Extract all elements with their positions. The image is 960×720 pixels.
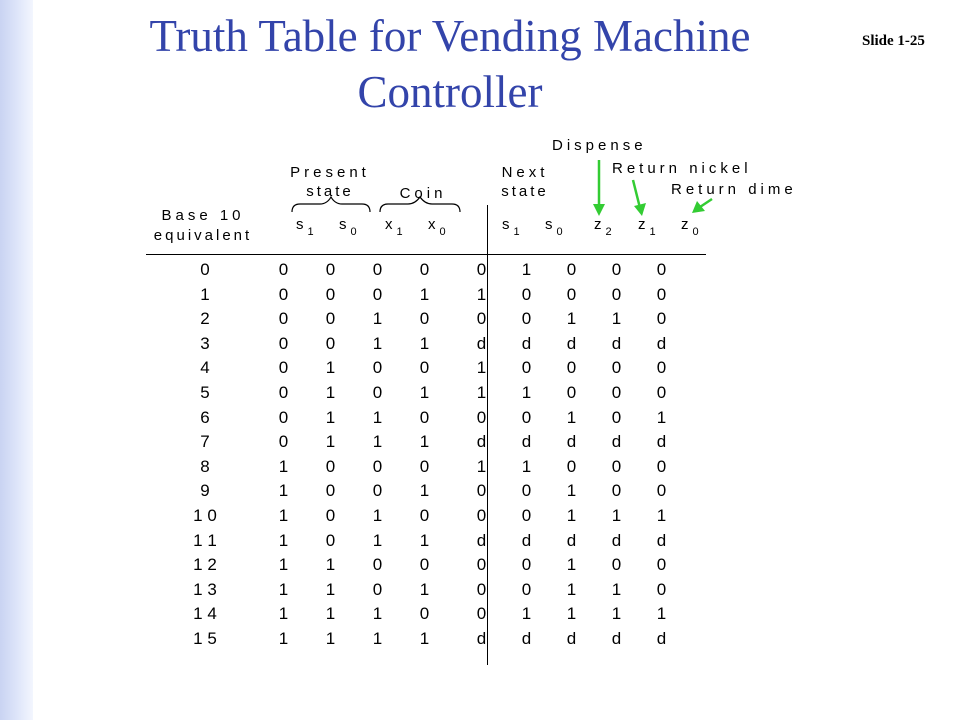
cell-base10: 1 3	[193, 579, 217, 599]
cell-ns1: 0	[476, 260, 487, 279]
cell-z0: 0	[656, 358, 667, 378]
cell-base10: 6	[200, 407, 210, 427]
cell-ns0: 0	[521, 284, 532, 304]
cell-ns0: 1	[521, 260, 532, 279]
cell-s0: 1	[325, 382, 336, 402]
cell-spacer	[448, 504, 459, 529]
cell-s0: 1	[325, 358, 336, 378]
cell-z0: 1	[656, 505, 667, 525]
table-row	[150, 553, 684, 578]
cell-x1: 1	[372, 432, 383, 452]
cell-ns1: 0	[476, 555, 487, 575]
cell-base10: 2	[200, 309, 210, 329]
cell-ns1: 0	[476, 604, 487, 624]
cell-ns1: 1	[476, 284, 487, 304]
cell-z2: d	[566, 628, 577, 648]
cell-ns0: 0	[521, 481, 532, 501]
cell-base10: 1 1	[193, 530, 217, 550]
cell-z0: 0	[656, 555, 667, 575]
cell-ns0: 0	[521, 407, 532, 427]
cell-s1: 0	[278, 333, 289, 353]
cell-ns1: d	[476, 628, 487, 648]
var-s0: s $_0$	[339, 216, 357, 238]
cell-x1: 1	[372, 407, 383, 427]
cell-x1: 0	[372, 382, 383, 402]
cell-x1: 0	[372, 284, 383, 304]
cell-z0: 1	[656, 604, 667, 624]
cell-x1: 0	[372, 358, 383, 378]
cell-z1: d	[611, 432, 622, 452]
cell-s1: 0	[278, 382, 289, 402]
var-next-s0: s $_0$	[545, 216, 563, 238]
cell-ns0: 0	[521, 358, 532, 378]
cell-x1: 1	[372, 333, 383, 353]
cell-ns1: 0	[476, 481, 487, 501]
return-dime-label: Return dime	[671, 181, 797, 198]
var-z0: z $_0$	[681, 216, 699, 238]
cell-z2: 0	[566, 382, 577, 402]
cell-x0: 0	[419, 358, 430, 378]
cell-z1: d	[611, 628, 622, 648]
cell-z2: 1	[566, 481, 577, 501]
cell-base10: 1 2	[193, 555, 217, 575]
base10-label-line1: Base 10	[161, 207, 245, 224]
cell-ns1: 1	[476, 358, 487, 378]
cell-z0: d	[656, 530, 667, 550]
cell-s1: 0	[278, 407, 289, 427]
return-nickel-arrow	[633, 180, 640, 208]
return-dime-arrowhead	[692, 201, 705, 213]
cell-x0: 1	[419, 530, 430, 550]
cell-z0: 0	[656, 456, 667, 476]
cell-z1: 1	[611, 604, 622, 624]
table-row	[150, 307, 684, 332]
cell-s0: 0	[325, 530, 336, 550]
cell-z2: 1	[566, 604, 577, 624]
cell-ns0: 1	[521, 604, 532, 624]
var-s1: s $_1$	[296, 216, 314, 238]
cell-z1: 0	[611, 284, 622, 304]
cell-base10: 1 0	[193, 505, 217, 525]
table-row	[150, 356, 684, 381]
return-nickel-label: Return nickel	[612, 160, 752, 177]
table-row	[150, 455, 684, 480]
cell-x1: 1	[372, 628, 383, 648]
cell-z0: 0	[656, 382, 667, 402]
table-row	[150, 479, 684, 504]
var-x1: x $_1$	[385, 216, 403, 238]
cell-ns0: 0	[521, 309, 532, 329]
cell-base10: 1	[200, 284, 210, 304]
cell-ns1: d	[476, 333, 487, 353]
var-z2: z $_2$	[594, 216, 612, 238]
cell-x1: 0	[372, 481, 383, 501]
cell-spacer	[448, 627, 459, 652]
cell-z2: 0	[566, 358, 577, 378]
cell-spacer	[448, 406, 459, 431]
cell-s0: 0	[325, 309, 336, 329]
cell-z1: 1	[611, 505, 622, 525]
cell-z1: 0	[611, 382, 622, 402]
cell-x0: 0	[419, 555, 430, 575]
next-state-label-line2: state	[501, 183, 549, 200]
table-row	[150, 430, 684, 455]
cell-z2: d	[566, 432, 577, 452]
cell-z1: 1	[611, 309, 622, 329]
cell-ns1: 0	[476, 579, 487, 599]
next-state-label-line1: Next	[501, 164, 549, 181]
cell-s1: 1	[278, 530, 289, 550]
table-row	[150, 602, 684, 627]
cell-s1: 1	[278, 604, 289, 624]
cell-z1: 0	[611, 260, 622, 279]
cell-x0: 0	[419, 309, 430, 329]
cell-s0: 1	[325, 628, 336, 648]
cell-s0: 0	[325, 284, 336, 304]
cell-ns0: 1	[521, 456, 532, 476]
cell-s0: 0	[325, 333, 336, 353]
cell-ns1: d	[476, 530, 487, 550]
cell-base10: 4	[200, 358, 210, 378]
cell-z2: 1	[566, 309, 577, 329]
cell-base10: 1 4	[193, 604, 217, 624]
cell-x0: 1	[419, 333, 430, 353]
cell-s1: 0	[278, 260, 289, 279]
title-line-1: Truth Table for Vending Machine	[149, 11, 751, 61]
cell-x0: 0	[419, 260, 430, 279]
cell-s1: 1	[278, 505, 289, 525]
cell-x0: 1	[419, 284, 430, 304]
cell-base10: 3	[200, 333, 210, 353]
cell-z0: 0	[656, 309, 667, 329]
cell-z1: 0	[611, 456, 622, 476]
base10-label-line2: equivalent	[153, 227, 253, 244]
cell-s1: 0	[278, 284, 289, 304]
cell-s1: 1	[278, 555, 289, 575]
cell-spacer	[448, 455, 459, 480]
cell-base10: 1 5	[193, 628, 217, 648]
cell-x0: 1	[419, 481, 430, 501]
cell-z2: 1	[566, 579, 577, 599]
dispense-label: Dispense	[552, 137, 647, 154]
coin-label: Coin	[399, 185, 447, 202]
cell-spacer	[448, 283, 459, 308]
cell-spacer	[448, 430, 459, 455]
cell-ns1: 1	[476, 382, 487, 402]
title-line-2: Controller	[357, 67, 543, 117]
table-row	[150, 578, 684, 603]
cell-spacer	[448, 553, 459, 578]
cell-x1: 0	[372, 456, 383, 476]
cell-base10: 8	[200, 456, 210, 476]
cell-x1: 1	[372, 530, 383, 550]
cell-x1: 1	[372, 505, 383, 525]
coin-brace	[380, 197, 460, 212]
cell-z2: 1	[566, 555, 577, 575]
cell-s0: 1	[325, 579, 336, 599]
dispense-arrowhead	[593, 204, 605, 216]
cell-x0: 1	[419, 628, 430, 648]
cell-x0: 1	[419, 579, 430, 599]
cell-z1: d	[611, 333, 622, 353]
cell-spacer	[448, 307, 459, 332]
cell-z0: 0	[656, 284, 667, 304]
return-nickel-arrowhead	[634, 203, 646, 216]
table-row	[150, 258, 684, 283]
truth-table-body	[150, 258, 684, 652]
slide-number: Slide 1-25	[862, 33, 925, 49]
var-x0: x $_0$	[428, 216, 446, 238]
cell-s1: 1	[278, 456, 289, 476]
cell-z2: 0	[566, 260, 577, 279]
cell-base10: 9	[200, 481, 210, 501]
present-state-label-line2: state	[306, 183, 354, 200]
cell-x1: 0	[372, 555, 383, 575]
cell-spacer	[448, 602, 459, 627]
cell-s0: 1	[325, 555, 336, 575]
table-row	[150, 283, 684, 308]
table-row	[150, 381, 684, 406]
cell-base10: 0	[200, 260, 210, 279]
var-next-s1: s $_1$	[502, 216, 520, 238]
cell-z2: d	[566, 530, 577, 550]
cell-spacer	[448, 332, 459, 357]
cell-z1: d	[611, 530, 622, 550]
cell-s1: 0	[278, 432, 289, 452]
cell-s1: 0	[278, 309, 289, 329]
cell-spacer	[448, 258, 459, 283]
table-row	[150, 529, 684, 554]
cell-ns1: d	[476, 432, 487, 452]
cell-x1: 1	[372, 604, 383, 624]
cell-z1: 0	[611, 555, 622, 575]
cell-z0: 0	[656, 579, 667, 599]
cell-z1: 1	[611, 579, 622, 599]
cell-spacer	[448, 578, 459, 603]
table-row	[150, 627, 684, 652]
cell-ns0: d	[521, 628, 532, 648]
cell-z2: d	[566, 333, 577, 353]
cell-ns1: 0	[476, 309, 487, 329]
cell-ns0: d	[521, 530, 532, 550]
cell-z0: 0	[656, 260, 667, 279]
cell-x0: 0	[419, 505, 430, 525]
cell-x1: 0	[372, 579, 383, 599]
truth-table	[150, 258, 684, 652]
cell-x0: 0	[419, 604, 430, 624]
cell-ns1: 0	[476, 407, 487, 427]
cell-ns0: 0	[521, 579, 532, 599]
cell-s1: 1	[278, 628, 289, 648]
cell-z0: d	[656, 628, 667, 648]
cell-z1: 0	[611, 407, 622, 427]
cell-s0: 1	[325, 432, 336, 452]
cell-s0: 0	[325, 260, 336, 279]
cell-spacer	[448, 356, 459, 381]
cell-spacer	[448, 381, 459, 406]
cell-z2: 0	[566, 456, 577, 476]
cell-z1: 0	[611, 481, 622, 501]
cell-s0: 1	[325, 407, 336, 427]
cell-s0: 0	[325, 481, 336, 501]
table-row	[150, 406, 684, 431]
cell-ns0: 0	[521, 505, 532, 525]
cell-s1: 0	[278, 358, 289, 378]
cell-s0: 0	[325, 456, 336, 476]
cell-z2: 1	[566, 407, 577, 427]
cell-base10: 5	[200, 382, 210, 402]
table-row	[150, 504, 684, 529]
cell-z0: d	[656, 432, 667, 452]
var-z1: z $_1$	[638, 216, 656, 238]
cell-x0: 1	[419, 432, 430, 452]
cell-ns1: 0	[476, 505, 487, 525]
cell-s0: 0	[325, 505, 336, 525]
cell-x1: 0	[372, 260, 383, 279]
header-divider-line	[146, 254, 706, 255]
cell-ns0: d	[521, 432, 532, 452]
cell-x0: 0	[419, 407, 430, 427]
present-state-brace	[292, 197, 370, 212]
cell-base10: 7	[200, 432, 210, 452]
cell-spacer	[448, 479, 459, 504]
cell-x0: 1	[419, 382, 430, 402]
cell-z0: 0	[656, 481, 667, 501]
cell-x1: 1	[372, 309, 383, 329]
cell-ns0: 0	[521, 555, 532, 575]
cell-s1: 1	[278, 579, 289, 599]
cell-z2: 1	[566, 505, 577, 525]
cell-z0: 1	[656, 407, 667, 427]
return-dime-arrow	[700, 199, 712, 207]
cell-z0: d	[656, 333, 667, 353]
cell-ns0: 1	[521, 382, 532, 402]
cell-z2: 0	[566, 284, 577, 304]
cell-x0: 0	[419, 456, 430, 476]
cell-z1: 0	[611, 358, 622, 378]
table-row	[150, 332, 684, 357]
cell-ns0: d	[521, 333, 532, 353]
cell-s0: 1	[325, 604, 336, 624]
cell-spacer	[448, 529, 459, 554]
cell-s1: 1	[278, 481, 289, 501]
cell-ns1: 1	[476, 456, 487, 476]
present-state-label-line1: Present	[290, 164, 370, 181]
